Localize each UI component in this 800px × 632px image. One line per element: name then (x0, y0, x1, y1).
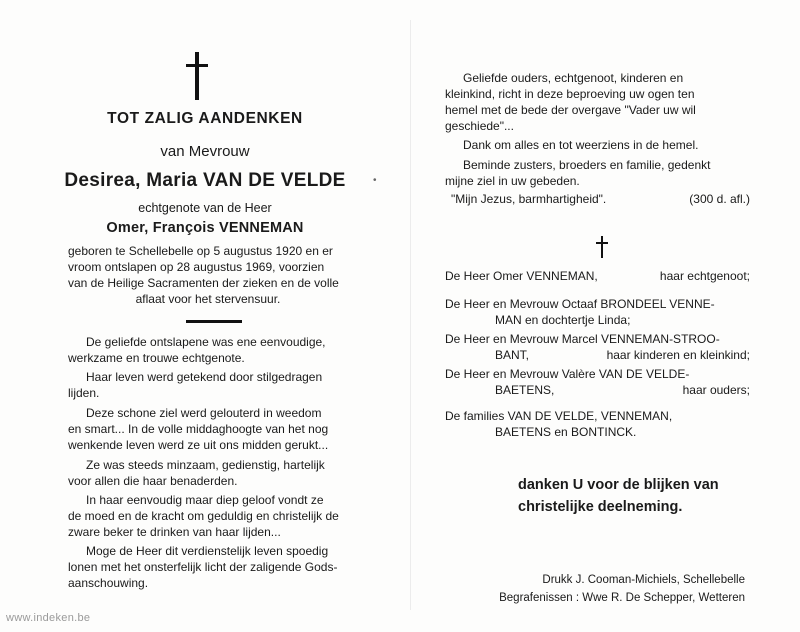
prayer-line: Dank om alles en tot weerziens in de hemel. (463, 138, 699, 152)
para-line: werkzame en trouwe echtgenote. (68, 351, 245, 365)
family-entry (445, 408, 750, 440)
paragraph (68, 369, 348, 401)
para-line: lijden. (68, 386, 100, 400)
family-line: De families VAN DE VELDE, VENNEMAN, (445, 409, 673, 423)
card-heading: TOT ZALIG AANDENKEN (107, 110, 303, 127)
small-cross-icon (596, 236, 608, 258)
prayer-line: geschiede"... (445, 119, 514, 133)
family-line: BANT, (495, 348, 530, 362)
thanks-line: danken U voor de blijken van (518, 477, 719, 493)
family-line: De Heer Omer VENNEMAN, (445, 269, 598, 283)
divider-rule (186, 320, 242, 323)
watermark: www.indeken.be (6, 612, 91, 624)
birth-death-text (68, 243, 348, 307)
para-line: lonen met het onsterfelijk licht der zaligende Gods- (68, 560, 338, 574)
para-line: en smart... In de volle middaghoogte van het nog (68, 422, 329, 436)
para-line: voor allen die haar benaderden. (68, 474, 238, 488)
prayer-line: mijne ziel in uw gebeden. (445, 174, 580, 188)
family-entry (445, 268, 750, 284)
van-mevrouw: van Mevrouw (160, 143, 250, 160)
para-line: In haar eenvoudig maar diep geloof vondt ze (86, 493, 324, 507)
para-line: Ze was steeds minzaam, gedienstig, hartelijk (86, 458, 325, 472)
spouse-name: Omer, François VENNEMAN (106, 220, 304, 236)
para-line: De geliefde ontslapene was ene eenvoudige, (86, 335, 326, 349)
prayer-paragraph (445, 70, 750, 134)
scan-speck: • (373, 175, 377, 186)
prayer-line: hemel met de bede der overgave "Vader uw wil (445, 103, 696, 117)
family-line: BAETENS en BONTINCK. (495, 425, 637, 439)
family-role: haar echtgenoot; (659, 269, 750, 283)
card-fold (410, 20, 411, 610)
prayer-paragraph (445, 137, 750, 153)
paragraph (68, 405, 348, 453)
family-entry (445, 296, 750, 328)
spouse-intro: echtgenote van de Heer (138, 201, 272, 215)
thanks-text (518, 474, 750, 518)
para-line: wenkende leven werd ze uit ons midden gerukt... (68, 438, 329, 452)
paragraph (68, 334, 348, 366)
family-role: haar ouders; (682, 383, 750, 397)
family-entry (445, 366, 750, 398)
para-line: Moge de Heer dit verdienstelijk leven spoedig (86, 544, 329, 558)
thanks-line: christelijke deelneming. (518, 499, 683, 515)
undertaker-line: Begrafenissen : Wwe R. De Schepper, Wetteren (499, 592, 745, 604)
prayer-paragraph (445, 157, 750, 189)
printer-line: Drukk J. Cooman-Michiels, Schellebelle (542, 574, 745, 586)
prayer-line: Beminde zusters, broeders en familie, gedenkt (463, 158, 711, 172)
para-line: de moed en de kracht om geduldig en christelijk de (68, 509, 339, 523)
indulgence-note: (300 d. afl.) (689, 192, 750, 206)
cross-icon (186, 52, 208, 100)
paragraph (68, 457, 348, 489)
born-line: van de Heilige Sacramenten der zieken en de volle (68, 276, 339, 290)
deceased-name: Desirea, Maria VAN DE VELDE (64, 170, 346, 191)
para-line: Haar leven werd getekend door stilgedragen (86, 370, 323, 384)
family-entry (445, 331, 750, 363)
born-line: geboren te Schellebelle op 5 augustus 1920 en er (68, 244, 333, 258)
quote-line (445, 192, 750, 206)
born-line: vroom ontslapen op 28 augustus 1969, voorzien (68, 260, 325, 274)
printer-credits (445, 571, 745, 607)
prayer-line: kleinkind, richt in deze beproeving uw ogen ten (445, 87, 695, 101)
family-role: haar kinderen en kleinkind; (606, 348, 750, 362)
paragraph (68, 543, 348, 591)
ejaculation-quote: "Mijn Jezus, barmhartigheid". (451, 192, 607, 206)
family-line: De Heer en Mevrouw Valère VAN DE VELDE- (445, 367, 690, 381)
para-line: Deze schone ziel werd gelouterd in weedom (86, 406, 322, 420)
prayer-line: Geliefde ouders, echtgenoot, kinderen en (463, 71, 684, 85)
para-line: zware beker te drinken van haar lijden... (68, 525, 281, 539)
para-line: aanschouwing. (68, 576, 149, 590)
paragraph (68, 492, 348, 540)
born-line: aflaat voor het stervensuur. (135, 292, 281, 306)
family-line: De Heer en Mevrouw Octaaf BRONDEEL VENNE- (445, 297, 715, 311)
family-line: De Heer en Mevrouw Marcel VENNEMAN-STROO- (445, 332, 720, 346)
family-line: BAETENS, (495, 383, 555, 397)
family-line: MAN en dochtertje Linda; (495, 313, 631, 327)
